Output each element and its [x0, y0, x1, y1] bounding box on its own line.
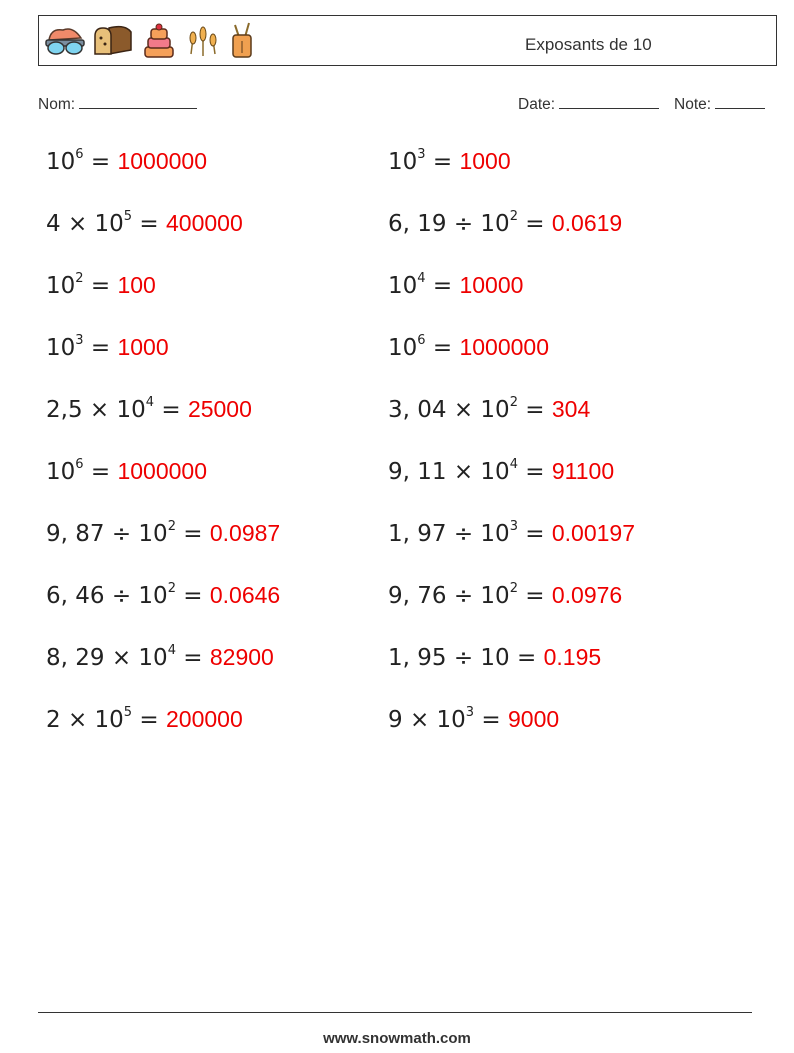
problem-item: [46, 644, 274, 671]
problem-exponent: 2: [509, 581, 518, 597]
problem-base: 2,5 × 10: [46, 397, 146, 423]
equals-sign: =: [517, 583, 552, 609]
equals-sign: =: [175, 583, 210, 609]
problem-item: [388, 272, 523, 299]
problem-base: 1, 97 ÷ 10: [388, 521, 510, 547]
problem-exponent: 2: [167, 581, 176, 597]
problem-exponent: 2: [167, 519, 176, 535]
problem-base: 10: [46, 335, 76, 361]
problem-exponent: 2: [75, 271, 84, 287]
equals-sign: =: [425, 273, 460, 299]
problem-answer: 0.195: [543, 644, 602, 670]
header-icons: [43, 21, 257, 61]
problem-exponent: 6: [417, 333, 426, 349]
equals-sign: =: [517, 211, 552, 237]
equals-sign: =: [425, 335, 460, 361]
name-line: [79, 94, 197, 109]
problem-item: [388, 520, 635, 547]
date-field: [518, 94, 659, 114]
equals-sign: =: [83, 335, 118, 361]
equals-sign: =: [154, 397, 188, 423]
problem-answer: 0.0619: [551, 210, 623, 236]
equals-sign: =: [83, 273, 118, 299]
problem-exponent: 5: [123, 209, 133, 225]
problem-exponent: 6: [75, 147, 84, 163]
problem-base: 9, 87 ÷ 10: [46, 521, 168, 547]
problem-item: [388, 644, 601, 671]
problem-base: 10: [388, 149, 418, 175]
problem-exponent: 2: [509, 395, 518, 411]
bread-loaf-icon: [91, 24, 135, 58]
problem-item: [388, 210, 622, 237]
layer-cake-icon: [139, 21, 179, 61]
problem-base: 2 × 10: [46, 707, 124, 733]
wheat-jar-icon: [227, 21, 257, 61]
score-line: [715, 94, 765, 109]
problem-item: [46, 582, 280, 609]
problem-exponent: 4: [509, 457, 518, 473]
footer-site: www.snowmath.com: [323, 1030, 471, 1047]
problem-answer: 0.0987: [209, 520, 281, 546]
problem-base: 10: [388, 273, 418, 299]
problem-answer: 1000000: [117, 458, 208, 484]
problem-exponent: 5: [123, 705, 133, 721]
equals-sign: =: [517, 397, 552, 423]
problem-exponent: 3: [509, 519, 518, 535]
problem-exponent: 4: [167, 643, 176, 659]
name-field: [38, 94, 197, 114]
problem-item: [388, 458, 614, 485]
problem-item: [46, 210, 243, 237]
problem-base: 9, 11 × 10: [388, 459, 510, 485]
score-label: Note:: [674, 96, 712, 113]
problem-base: 10: [46, 273, 76, 299]
problem-base: 8, 29 × 10: [46, 645, 168, 671]
equals-sign: =: [175, 521, 210, 547]
problem-answer: 1000: [117, 334, 169, 360]
problem-answer: 0.0646: [209, 582, 281, 608]
equals-sign: =: [425, 149, 460, 175]
footer-rule: [38, 1012, 752, 1013]
problem-exponent: 2: [509, 209, 518, 225]
problem-item: [388, 582, 622, 609]
problem-answer: 400000: [165, 210, 243, 236]
equals-sign: =: [517, 459, 552, 485]
date-label: Date:: [518, 96, 556, 113]
equals-sign: =: [175, 645, 210, 671]
problem-answer: 91100: [551, 458, 615, 484]
wheat-icon: [183, 24, 223, 58]
goggles-icon: [43, 24, 87, 58]
problem-item: [46, 334, 169, 361]
problem-item: [388, 706, 559, 733]
problem-item: [46, 272, 156, 299]
problem-answer: 304: [551, 396, 591, 422]
problem-base: 10: [46, 459, 76, 485]
problem-answer: 0.00197: [551, 520, 636, 546]
problem-item: [46, 520, 280, 547]
problem-exponent: 3: [417, 147, 426, 163]
problem-base: 9 × 10: [388, 707, 466, 733]
problem-item: [388, 148, 511, 175]
problem-item: [46, 458, 207, 485]
problem-item: [46, 396, 252, 423]
worksheet-title: Exposants de 10: [525, 35, 652, 54]
problem-item: [46, 148, 207, 175]
problem-answer: 1000: [459, 148, 511, 174]
problem-base: 10: [388, 335, 418, 361]
problem-base: 10: [46, 149, 76, 175]
problem-exponent: 3: [75, 333, 84, 349]
problem-base: 1, 95 ÷ 10: [388, 645, 510, 671]
problem-answer: 200000: [165, 706, 243, 732]
problem-base: 3, 04 × 10: [388, 397, 510, 423]
problem-answer: 100: [117, 272, 156, 298]
problem-item: [388, 334, 549, 361]
problem-base: 4 × 10: [46, 211, 124, 237]
equals-sign: =: [83, 149, 118, 175]
name-label: Nom:: [38, 96, 76, 113]
equals-sign: =: [132, 707, 166, 733]
equals-sign: =: [474, 707, 508, 733]
problem-answer: 1000000: [117, 148, 208, 174]
score-field: [674, 94, 765, 114]
problem-exponent: 6: [75, 457, 84, 473]
problem-answer: 10000: [459, 272, 524, 298]
problem-exponent: 3: [465, 705, 475, 721]
problem-item: [388, 396, 590, 423]
equals-sign: =: [83, 459, 118, 485]
problem-base: 6, 46 ÷ 10: [46, 583, 168, 609]
problem-base: 6, 19 ÷ 10: [388, 211, 510, 237]
problem-base: 9, 76 ÷ 10: [388, 583, 510, 609]
problem-answer: 1000000: [459, 334, 550, 360]
problem-exponent: 4: [417, 271, 426, 287]
problem-answer: 0.0976: [551, 582, 623, 608]
equals-sign: =: [509, 645, 544, 671]
problem-item: [46, 706, 243, 733]
header-box: [38, 15, 777, 66]
problem-answer: 25000: [187, 396, 252, 422]
problem-answer: 82900: [209, 644, 274, 670]
date-line: [559, 94, 659, 109]
equals-sign: =: [132, 211, 166, 237]
equals-sign: =: [517, 521, 552, 547]
problem-answer: 9000: [507, 706, 560, 732]
problem-exponent: 4: [145, 395, 155, 411]
